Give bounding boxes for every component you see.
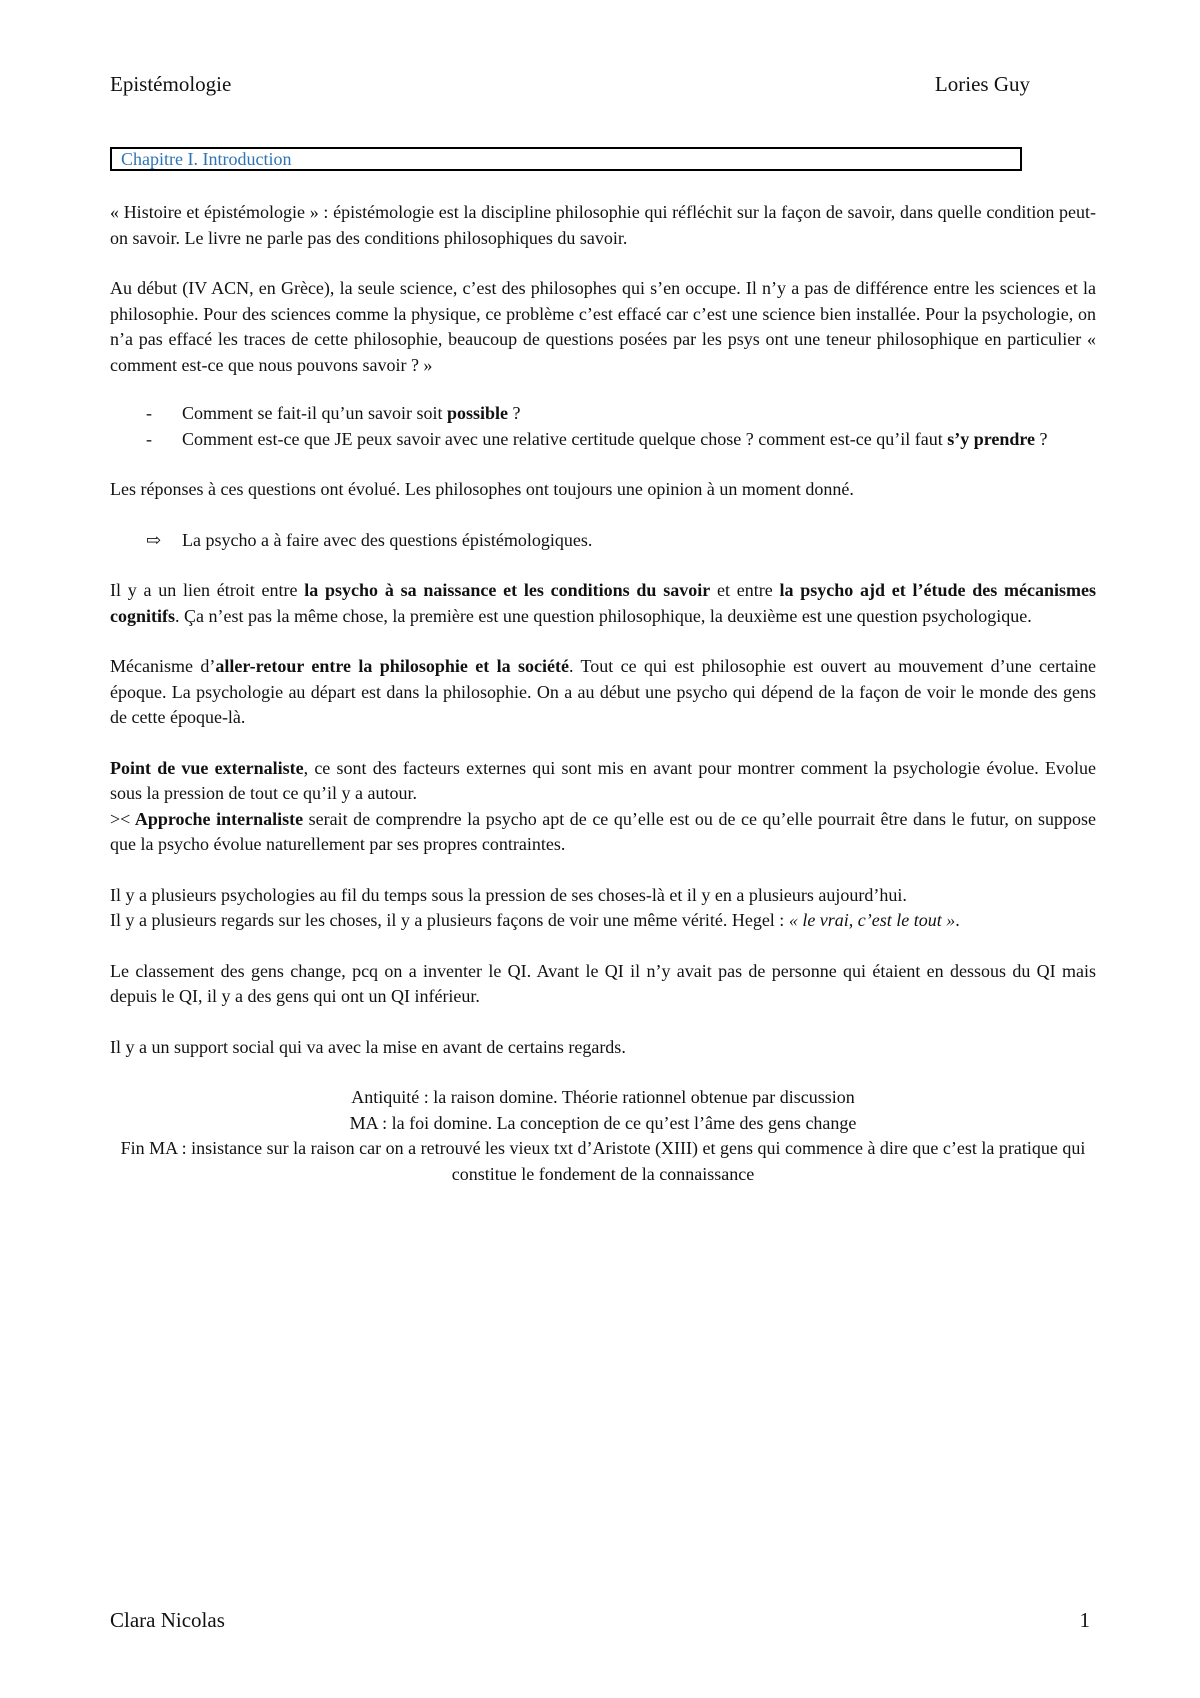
paragraph-9: Il y a un support social qui va avec la mise en avant de certains regards. <box>110 1036 626 1057</box>
paragraph-5: Mécanisme d’aller-retour entre la philosophie et la société. Tout ce qui est philosophie est ouvert au mouvement d’une certaine époque. La psychologie au départ est dans la philosophie. On a au début une psycho qui dépend de la façon de voir le monde des gens de cette époque-là. <box>110 656 1096 727</box>
paragraph-7: Il y a plusieurs psychologies au fil du temps sous la pression de ses choses-là et il y en a plusieurs aujourd’hui. Il y a plusieurs regards sur les choses, il y a plusieurs façons de voir une même vérité. Hegel : « le vrai, c’est le tout ». <box>110 884 960 930</box>
period-late-middle-ages: Fin MA : insistance sur la raison car on a retrouvé les vieux txt d’Aristote (XIII) et gens qui commence à dire que c’est la pratique qui constitue le fondement de la connaissance <box>120 1138 1086 1184</box>
paragraph-1: « Histoire et épistémologie » : épistémologie est la discipline philosophie qui réfléchit sur la façon de savoir, dans quelle condition peut-on savoir. Le livre ne parle pas des conditions philosophiques du savoir. <box>110 202 1096 248</box>
chapter-title: Chapitre I. Introduction <box>121 149 292 169</box>
list-item: - Comment se fait-il qu’un savoir soit possible ? <box>110 401 1096 427</box>
header-subject: Epistémologie <box>110 72 232 96</box>
dash-bullet: - <box>146 403 152 423</box>
paragraph-6: Point de vue externaliste, ce sont des facteurs externes qui sont mis en avant pour montrer comment la psychologie évolue. Evolue sous la pression de tout ce qu’il y a autour. >< Approche internaliste serait de comprendre la psycho apt de ce qu’elle est ou de ce qu’elle pourrait être dans le futur, on suppose que la psycho évolue naturellement par ses propres contraintes. <box>110 757 1096 854</box>
paragraph-4: Il y a un lien étroit entre la psycho à sa naissance et les conditions du savoir et entre la psycho ajd et l’étude des mécanismes cognitifs. Ça n’est pas la même chose, la première est une question philosophique, la deuxième est une question psychologique. <box>110 580 1097 626</box>
document-body <box>110 200 1096 1187</box>
list-item: - Comment est-ce que JE peux savoir avec une relative certitude quelque chose ? comment est-ce qu’il faut s’y prendre ? <box>110 427 1096 453</box>
periods-summary <box>110 1085 1096 1187</box>
footer-author: Clara Nicolas <box>110 1608 225 1632</box>
paragraph-8: Le classement des gens change, pcq on a inventer le QI. Avant le QI il n’y avait pas de personne qui étaient en dessous du QI mais depuis le QI, il y a des gens qui ont un QI inférieur. <box>110 960 1096 1006</box>
period-middle-ages: MA : la foi domine. La conception de ce qu’est l’âme des gens change <box>349 1112 857 1133</box>
paragraph-3: Les réponses à ces questions ont évolué. Les philosophes ont toujours une opinion à un moment donné. <box>110 479 854 499</box>
question-list <box>110 401 1096 452</box>
arrow-right-icon: ⇨ <box>146 529 162 550</box>
dash-bullet: - <box>146 428 152 449</box>
paragraph-2: Au début (IV ACN, en Grèce), la seule science, c’est des philosophes qui s’en occupe. Il n’y a pas de différence entre les sciences et la philosophie. Pour des sciences comme la physique, ce problème c’est effacé car c’est une science bien installée. Pour la psychologie, on n’a pas effacé les traces de cette philosophie, beaucoup de questions posées par les psys ont une teneur philosophique en particulier « comment est-ce que nous pouvons savoir ? » <box>110 278 1096 375</box>
period-antiquity: Antiquité : la raison domine. Théorie rationnel obtenue par discussion <box>351 1087 855 1107</box>
arrow-point: ⇨ La psycho a à faire avec des questions épistémologiques. <box>110 528 1096 554</box>
page-number: 1 <box>1079 1608 1090 1632</box>
chapter-title-box <box>110 147 1022 171</box>
header-author: Lories Guy <box>934 72 1030 96</box>
